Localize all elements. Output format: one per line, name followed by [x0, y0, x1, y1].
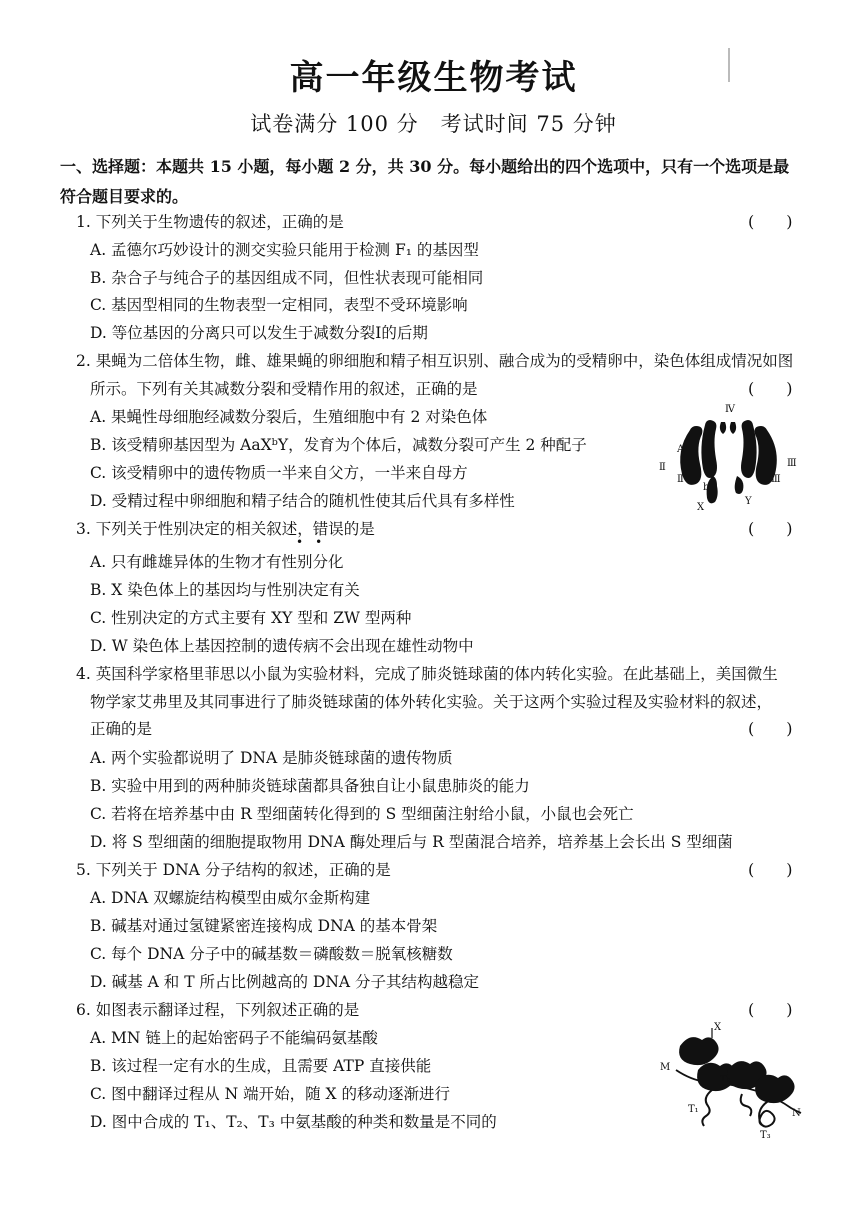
q4-option-d: D. 将 S 型细菌的细胞提取物用 DNA 酶处理后与 R 型菌混合培养，培养基上会长出 S 型细菌: [90, 833, 733, 851]
chromosome-iv-left: [720, 422, 726, 434]
exam-title: 高一年级生物考试: [289, 58, 578, 98]
ribosome-1: [679, 1037, 718, 1065]
fig1-label-x: X: [697, 502, 705, 513]
fig1-label-iv: Ⅳ: [725, 404, 735, 415]
chromosome-y: [735, 476, 744, 494]
q3-option-a: A. 只有雌雄异体的生物才有性别分化: [90, 553, 344, 571]
q6-option-b: B. 该过程一定有水的生成，且需要 ATP 直接供能: [90, 1057, 432, 1075]
q5-option-d: D. 碱基 A 和 T 所占比例越高的 DNA 分子其结构越稳定: [90, 973, 480, 991]
fig1-label-b: b: [703, 482, 710, 493]
fig2-label-x: X: [714, 1022, 722, 1033]
q3-option-b: B. X 染色体上的基因均与性别决定有关: [90, 581, 360, 599]
peptide-t2: [741, 1094, 752, 1116]
q2-stem-line2: 所示。下列有关其减数分裂和受精作用的叙述，正确的是: [90, 380, 478, 398]
q1-option-b: B. 杂合子与纯合子的基因组成不同，但性状表现可能相同: [90, 269, 484, 287]
q5-option-a: A. DNA 双螺旋结构模型由威尔金斯构建: [90, 889, 371, 907]
q4-stem-line3: 正确的是: [90, 720, 153, 738]
fig2-label-m: M: [660, 1062, 671, 1073]
ribosome-4: [755, 1075, 794, 1103]
q5-option-b: B. 碱基对通过氢键紧密连接构成 DNA 的基本骨架: [90, 917, 438, 935]
chromosome-iv-right: [730, 422, 736, 434]
q4-stem-line2: 物学家艾弗里及其同事进行了肺炎链球菌的体外转化实验。关于这两个实验过程及实验材料的叙述，: [90, 693, 773, 711]
fig2-label-n: N: [792, 1108, 801, 1119]
q3-stem: 3. 下列关于性别决定的相关叙述，错误的是: [76, 520, 375, 538]
q6-answer-paren: ( ): [748, 1000, 793, 1019]
peptide-t3: [759, 1100, 774, 1127]
emphasis-dots: • •: [296, 535, 323, 549]
q6-option-a: A. MN 链上的起始密码子不能编码氨基酸: [90, 1029, 378, 1047]
q3-option-c: C. 性别决定的方式主要有 XY 型和 ZW 型两种: [90, 609, 412, 627]
exam-subtitle: 试卷满分 100 分 考试时间 75 分钟: [250, 112, 617, 136]
q6-stem: 6. 如图表示翻译过程，下列叙述正确的是: [76, 1001, 360, 1019]
fig1-label-ii-a: Ⅱ: [659, 462, 666, 473]
q1-option-c: C. 基因型相同的生物表型一定相同，表型不受环境影响: [90, 296, 468, 314]
q1-stem: 1. 下列关于生物遗传的叙述，正确的是: [76, 213, 344, 231]
q6-option-c: C. 图中翻译过程从 N 端开始，随 X 的移动逐渐进行: [90, 1085, 450, 1103]
q4-option-c: C. 若将在培养基中由 R 型细菌转化得到的 S 型细菌注射给小鼠，小鼠也会死亡: [90, 805, 634, 823]
fig2-label-t1: T₁: [688, 1104, 699, 1115]
q5-stem: 5. 下列关于 DNA 分子结构的叙述，正确的是: [76, 861, 391, 879]
fig2-label-t3: T₃: [760, 1130, 771, 1141]
scan-mark: [728, 48, 730, 82]
fig1-label-a-upper: A: [677, 444, 685, 455]
fig1-label-a-lower: a: [709, 458, 715, 469]
q4-option-a: A. 两个实验都说明了 DNA 是肺炎链球菌的遗传物质: [90, 749, 453, 767]
fig2-label-t2: T₂: [720, 1074, 731, 1085]
translation-figure: [650, 1020, 810, 1145]
fig1-label-ii-b: Ⅱ: [677, 474, 684, 485]
fig1-label-y: Y: [745, 496, 752, 507]
chromosome-iii-left: [741, 420, 757, 478]
q2-option-c: C. 该受精卵中的遗传物质一半来自父方，一半来自母方: [90, 464, 468, 482]
q3-option-d: D. W 染色体上基因控制的遗传病不会出现在雄性动物中: [90, 637, 474, 655]
fig1-label-iii-a: Ⅲ: [787, 458, 797, 469]
q5-option-c: C. 每个 DNA 分子中的碱基数＝磷酸数＝脱氧核糖数: [90, 945, 453, 963]
q1-answer-paren: ( ): [748, 212, 793, 231]
q2-option-d: D. 受精过程中卵细胞和精子结合的随机性使其后代具有多样性: [90, 492, 515, 510]
q4-stem-line1: 4. 英国科学家格里菲思以小鼠为实验材料，完成了肺炎链球菌的体内转化实验。在此基础上，美国微生: [76, 665, 778, 683]
q4-option-b: B. 实验中用到的两种肺炎链球菌都具备独自让小鼠患肺炎的能力: [90, 777, 530, 795]
peptide-t1: [702, 1090, 712, 1126]
chromosome-figure: [655, 400, 805, 515]
fig1-label-iii-b: Ⅲ: [771, 474, 781, 485]
section-heading: 一、选择题：本题共 15 小题，每小题 2 分，共 30 分。每小题给出的四个选项中，只有一个选项是最符合题目要求的。: [60, 157, 790, 206]
q4-answer-paren: ( ): [748, 719, 793, 738]
q1-option-d: D. 等位基因的分离只可以发生于减数分裂Ⅰ的后期: [90, 324, 428, 342]
q5-answer-paren: ( ): [748, 860, 793, 879]
q3-answer-paren: ( ): [748, 519, 793, 538]
q2-option-a: A. 果蝇性母细胞经减数分裂后，生殖细胞中有 2 对染色体: [90, 408, 488, 426]
q2-answer-paren: ( ): [748, 379, 793, 398]
q1-option-a: A. 孟德尔巧妙设计的测交实验只能用于检测 F₁ 的基因型: [90, 241, 479, 259]
q2-stem-line1: 2. 果蝇为二倍体生物，雌、雄果蝇的卵细胞和精子相互识别、融合成为的受精卵中，染色体组成情况如图: [76, 352, 794, 370]
q2-option-b: B. 该受精卵基因型为 AaXᵇY，发育为个体后，减数分裂可产生 2 种配子: [90, 436, 587, 454]
q6-option-d: D. 图中合成的 T₁、T₂、T₃ 中氨基酸的种类和数量是不同的: [90, 1113, 497, 1131]
chromosome-ii-right: [701, 420, 717, 478]
